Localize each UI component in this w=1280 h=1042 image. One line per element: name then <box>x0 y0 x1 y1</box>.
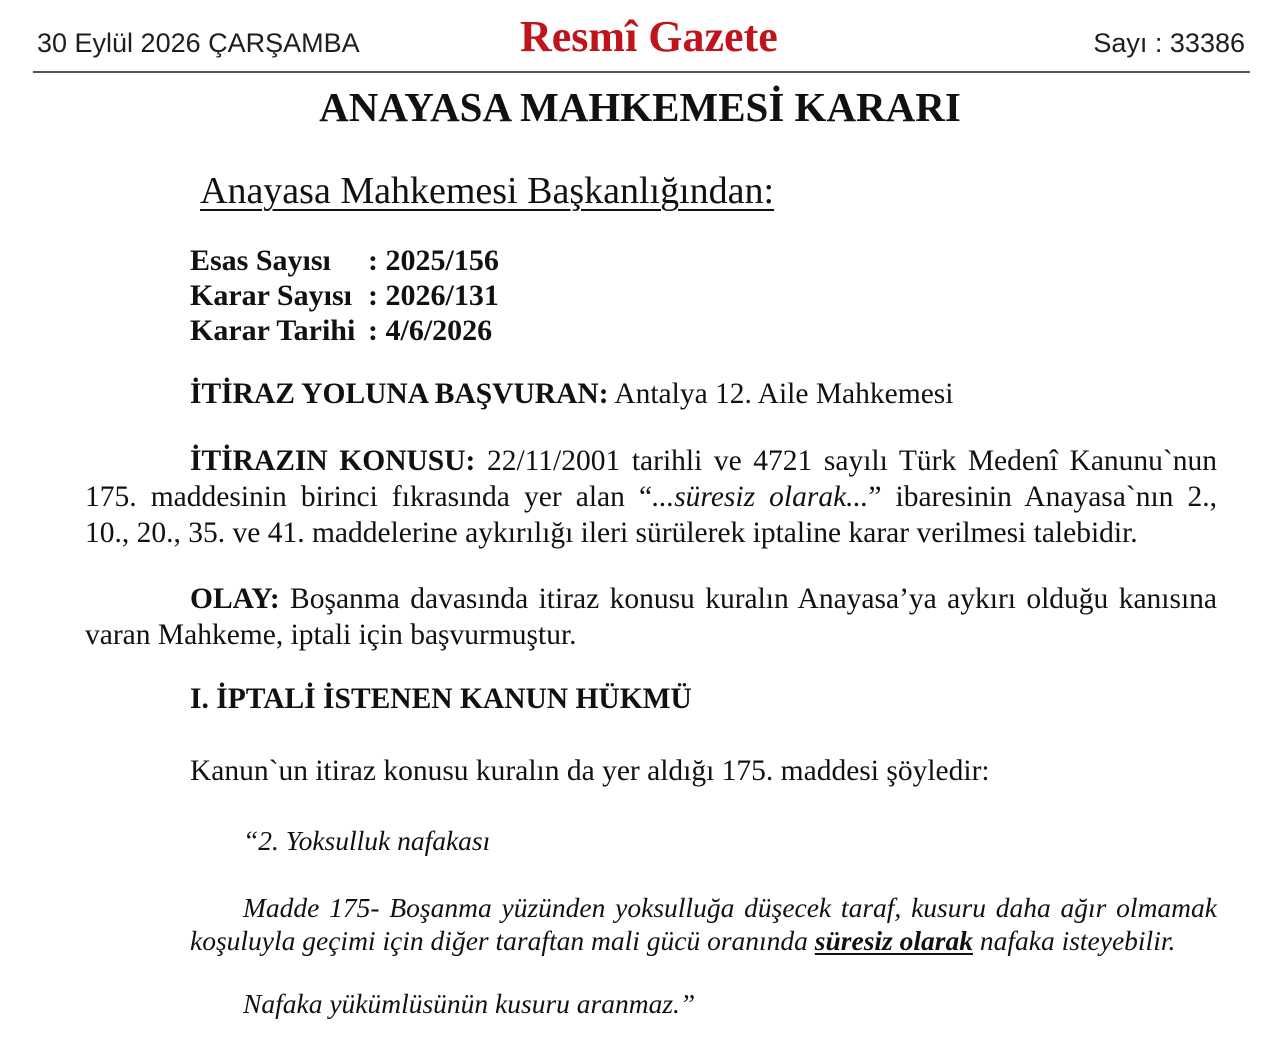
case-info-separator: : <box>368 279 378 312</box>
case-info-row <box>190 278 499 313</box>
article-line-text: Madde 175- Boşanma yüzünden yoksulluğa düşecek taraf, kusuru daha ağır olmamak <box>243 892 1217 923</box>
subject-line-text: ” ibaresinin Anayasa`nın 2., <box>868 481 1217 513</box>
header-date: 30 Eylül 2026 ÇARŞAMBA <box>37 28 360 58</box>
applicant-label: İTİRAZ YOLUNA BAŞVURAN: <box>190 378 609 410</box>
decision-title: ANAYASA MAHKEMESİ KARARI <box>319 84 961 130</box>
intro-sentence: Kanun`un itiraz konusu kuralın da yer aldığı 175. maddesi şöyledir: <box>190 755 990 787</box>
subject-line-text: 22/11/2001 tarihli ve 4721 sayılı Türk Medenî Kanunu`nun <box>486 445 1217 477</box>
subject-line-text: 10., 20., 35. ve 41. maddelerine aykırılığı ileri sürülerek iptaline karar verilmesi talebidir. <box>85 517 1138 549</box>
article-line <box>190 924 1217 957</box>
incident-paragraph <box>85 581 1217 653</box>
subject-line <box>85 515 1217 551</box>
closing-block <box>190 987 1217 1020</box>
header-rule <box>33 71 1250 73</box>
subject-line <box>85 443 1217 479</box>
case-info-separator: : <box>368 314 378 347</box>
subject-paragraph <box>85 443 1217 551</box>
issue-number: Sayı : 33386 <box>1093 28 1245 58</box>
applicant-text: Antalya 12. Aile Mahkemesi <box>614 378 954 410</box>
article-line-text: koşuluyla geçimi için diğer taraftan mali gücü oranında <box>190 925 808 956</box>
case-info-separator: : <box>368 244 378 277</box>
incident-line <box>85 581 1217 617</box>
incident-line <box>85 617 1217 653</box>
article-line <box>190 891 1217 924</box>
article-line-text: nafaka isteyebilir. <box>979 925 1176 956</box>
subject-label: İTİRAZIN KONUSU: <box>190 445 476 477</box>
law-subheading: “2. Yoksulluk nafakası <box>243 825 491 856</box>
case-info-label: Karar Sayısı <box>190 279 352 312</box>
quoted-phrase: ...süresiz olarak... <box>652 481 869 513</box>
case-info-label: Esas Sayısı <box>190 244 331 277</box>
masthead-title: Resmî Gazete <box>520 12 778 61</box>
case-info-value: 2025/156 <box>385 244 499 277</box>
case-info-row <box>190 243 499 278</box>
emphasized-phrase: süresiz olarak <box>814 925 973 956</box>
case-info-value: 2026/131 <box>385 279 499 312</box>
law-subheading-block <box>190 824 1217 857</box>
incident-line-text: Boşanma davasında itiraz konusu kuralın Anayasa’ya aykırı olduğu kanısına <box>290 583 1218 615</box>
case-info-value: 4/6/2026 <box>385 314 493 347</box>
incident-line-text: varan Mahkeme, iptali için başvurmuştur. <box>85 619 577 651</box>
applicant-paragraph <box>190 376 953 412</box>
case-info <box>190 243 499 348</box>
case-info-row <box>190 313 499 348</box>
case-info-label: Karar Tarihi <box>190 314 356 347</box>
section-heading: I. İPTALİ İSTENEN KANUN HÜKMÜ <box>190 683 692 715</box>
issuer-line: Anayasa Mahkemesi Başkanlığından: <box>200 170 775 212</box>
article-paragraph <box>190 891 1217 957</box>
subject-line <box>85 479 1217 515</box>
subject-line-text: 175. maddesinin birinci fıkrasında yer alan “ <box>85 481 653 513</box>
closing-sentence: Nafaka yükümlüsünün kusuru aranmaz.” <box>243 988 696 1019</box>
incident-label: OLAY: <box>190 583 280 615</box>
